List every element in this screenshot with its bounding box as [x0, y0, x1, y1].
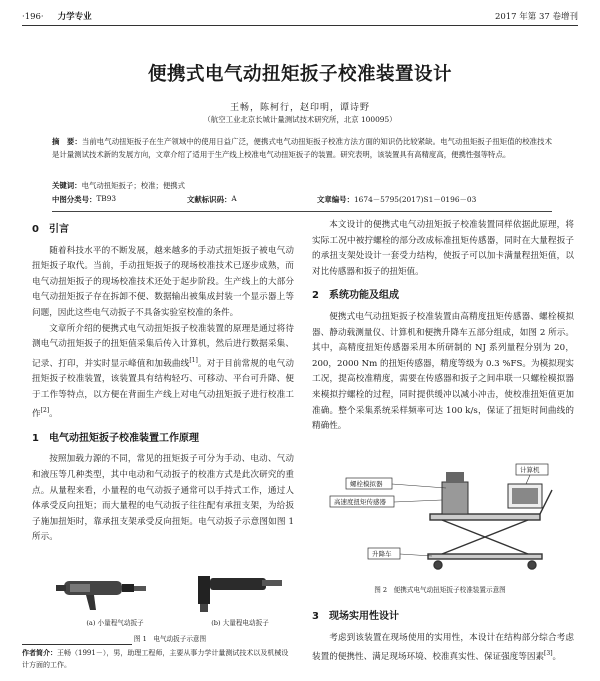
computer-illustration: [508, 484, 542, 508]
abstract: [52, 136, 552, 161]
right-column-bottom: [312, 609, 574, 666]
section-3-paragraph-end: 。: [552, 652, 562, 663]
keywords: [52, 180, 552, 191]
figure-2-caption: 图 2 便携式电气动扭矩扳子校准装置示意图: [374, 586, 506, 594]
running-header: [22, 8, 578, 24]
authors: 王畅，陈柯行，赵印明，谭诗野: [229, 103, 370, 113]
citation: [1]: [189, 356, 198, 364]
section-number: 1: [32, 432, 39, 444]
section-title: 引言: [48, 224, 69, 235]
figure-2-illustration: [320, 462, 560, 572]
design-intro-paragraph: 本文设计的便携式电气动扭矩扳子校准装置同样依据此原理，将实际工况中被拧螺栓的部分改成标准扭矩传感器，同时在大量程扳子的承扭支架处设计一套受力结构，使扳子可以加卡满量程扭矩值，以对比传感器和扳子的扭矩值。: [312, 220, 574, 277]
doc-value: A: [231, 194, 237, 203]
keywords-label: 关键词：: [52, 181, 82, 190]
clc-label: 中图分类号：: [52, 195, 97, 204]
section-title: 系统功能及组成: [328, 290, 399, 302]
figure-2: [320, 462, 560, 594]
article-value: 1674－5795(2017)S1－0196－03: [353, 195, 477, 204]
section-2-heading: [312, 288, 574, 304]
section-1-heading: [32, 431, 294, 447]
torque-sensor-illustration: [442, 472, 468, 514]
article-meta: [52, 194, 552, 206]
article-number: [317, 194, 477, 205]
journal-name: 力学专业: [57, 12, 92, 22]
section-number: 0: [32, 224, 39, 235]
intro-paragraph-2-end: 。: [49, 409, 58, 420]
doc-code: [187, 194, 237, 205]
page-number: ·196·: [22, 12, 44, 22]
intro-paragraph-1: 随着科技水平的不断发展，越来越多的手动式扭矩扳子被电气动扭矩扳子取代。当前，手动扭矩扳子的现场校准技术已逐步成熟，而电气动扭矩扳子的现场校准技术还处于起步阶段。生产线上的大部分电气动扭矩扳子存在拆卸不便、数据输出被集成封装一个显示器上等问题，因此这些电气动扳子不具备实验室校准的条件。: [32, 245, 294, 318]
citation: [2]: [40, 407, 50, 415]
footnote-text: 王畅（1991－），男，助理工程师，主要从事力学计量测试技术以及机械设计方面的工作。: [22, 649, 289, 669]
figure-1-subcaption-a: (a) 小量程气动扳子: [86, 619, 144, 627]
citation: [3]: [544, 650, 553, 658]
clc-value: TB93: [96, 194, 117, 203]
pneumatic-wrench-illustration: [56, 581, 146, 610]
section-3-paragraph: [312, 631, 574, 666]
header-rule: [22, 25, 578, 26]
section-title: 现场实用性设计: [328, 611, 399, 622]
figure-1-caption: 图 1 电气动扳子示意图: [133, 635, 207, 643]
author-footnote: [22, 647, 290, 671]
keywords-text: 电气动扭矩扳子；校准；便携式: [81, 181, 186, 190]
section-title: 电气动扭矩扳子校准装置工作原理: [48, 432, 199, 444]
section-2-paragraph: 便携式电气动扭矩扳子校准装置由高精度扭矩传感器、螺栓模拟器、静动载测量仪、计算机和便携升降车五部分组成，如图 2 所示。其中，高精度扭矩传感器采用本所研制的 NJ 系列量程分别为 20，200，2000 Nm 的扭矩传感器，精度等级为 0.3 %FS。为模拟现实工况，提高校准精度，需要在传感器和扳子之间串联一只螺栓模拟器来模拟拧螺栓的过程，同时提供缓冲以减小冲击，使校准扭矩值更加准确。整个采集系统采样频率可达 100 k/s，保证了扭矩时间曲线的精确性。: [312, 311, 574, 432]
label-lift-cart: 升降车: [372, 550, 392, 558]
section-1-paragraph: 按照加载力源的不同，常见的扭矩扳子可分为手动、电动、气动和液压等几种类型，其中电动和气动扳子的校准方式是此次研究的重点。从量程来看，小量程的电气动扳子通常可以手持式工作，通过人体承受反向扭矩；而大量程的电气动扳子往往配有承扭支架，为给扳子施加扭矩时，靠承扭支架承受反向扭矩。电气动扳子示意图如图 1 所示。: [32, 454, 294, 543]
figure-1-subcaption-b: (b) 大量程电动扳子: [211, 619, 269, 627]
label-bolt-simulator: 螺栓模拟器: [350, 480, 383, 488]
left-column: [32, 222, 294, 546]
clc-code: [52, 194, 117, 205]
label-computer: 计算机: [520, 466, 540, 474]
issue-info: 2017 年第 37 卷增刊: [494, 12, 578, 22]
intro-paragraph-2-part-b: 。对于目前常规的电气动扭矩扳子校准装置，该装置具有结构轻巧、可移动、平台可升降、便于工作等特点，以方便在背面生产线上对电气动扭矩扳子进行校准工作: [32, 358, 294, 420]
figure-2-labels: [330, 464, 548, 559]
header-left: [22, 10, 92, 22]
footnote-rule: [22, 644, 132, 645]
figure-1-illustration: [50, 566, 290, 616]
section-0-heading: [32, 222, 294, 238]
intro-paragraph-2-part-a: 文章所介绍的便携式电气动扭矩扳子校准装置的原理是通过将待测电气动扭矩扳子的扭矩值采集后传入计算机，然后进行数据采集、记录、打印，并实时显示峰值和加载曲线: [32, 323, 294, 369]
right-column-top: [312, 218, 574, 435]
abstract-rule: [52, 211, 552, 212]
section-3-heading: [312, 609, 574, 625]
electric-wrench-illustration: [198, 576, 282, 612]
section-number: 3: [312, 611, 319, 622]
figure-1: [50, 566, 290, 643]
label-torque-sensor: 高速度扭矩传感器: [334, 498, 386, 506]
section-number: 2: [312, 290, 319, 302]
abstract-label: 摘 要：: [52, 137, 82, 146]
article-label: 文章编号：: [317, 195, 354, 204]
section-3-paragraph-text: 考虑到该装置在现场使用的实用性，本设计在结构部分综合考虑装置的便携性、满足现场环境、校准真实性、保证强度等因素: [312, 632, 574, 663]
doc-label: 文献标识码：: [187, 195, 232, 204]
affiliation: （航空工业北京长城计量测试技术研究所，北京 100095）: [203, 115, 397, 124]
abstract-text: 当前电气动扭矩扳子在生产领域中的使用日益广泛，便携式电气动扭矩扳子校准方法方面的知识仍比较紧缺。电气动扭矩扳子扭矩值的校准技术是计量测试技术新的发展方向，文章介绍了适用于生产线上校准电气动扭矩扳子的装置。研究表明，该装置具有高精度高，便携性强等特点。: [52, 137, 552, 159]
intro-paragraph-2: [32, 322, 294, 423]
paper-title: 便携式电气动扭矩扳子校准装置设计: [147, 64, 452, 85]
footnote-label: 作者简介：: [22, 649, 57, 657]
